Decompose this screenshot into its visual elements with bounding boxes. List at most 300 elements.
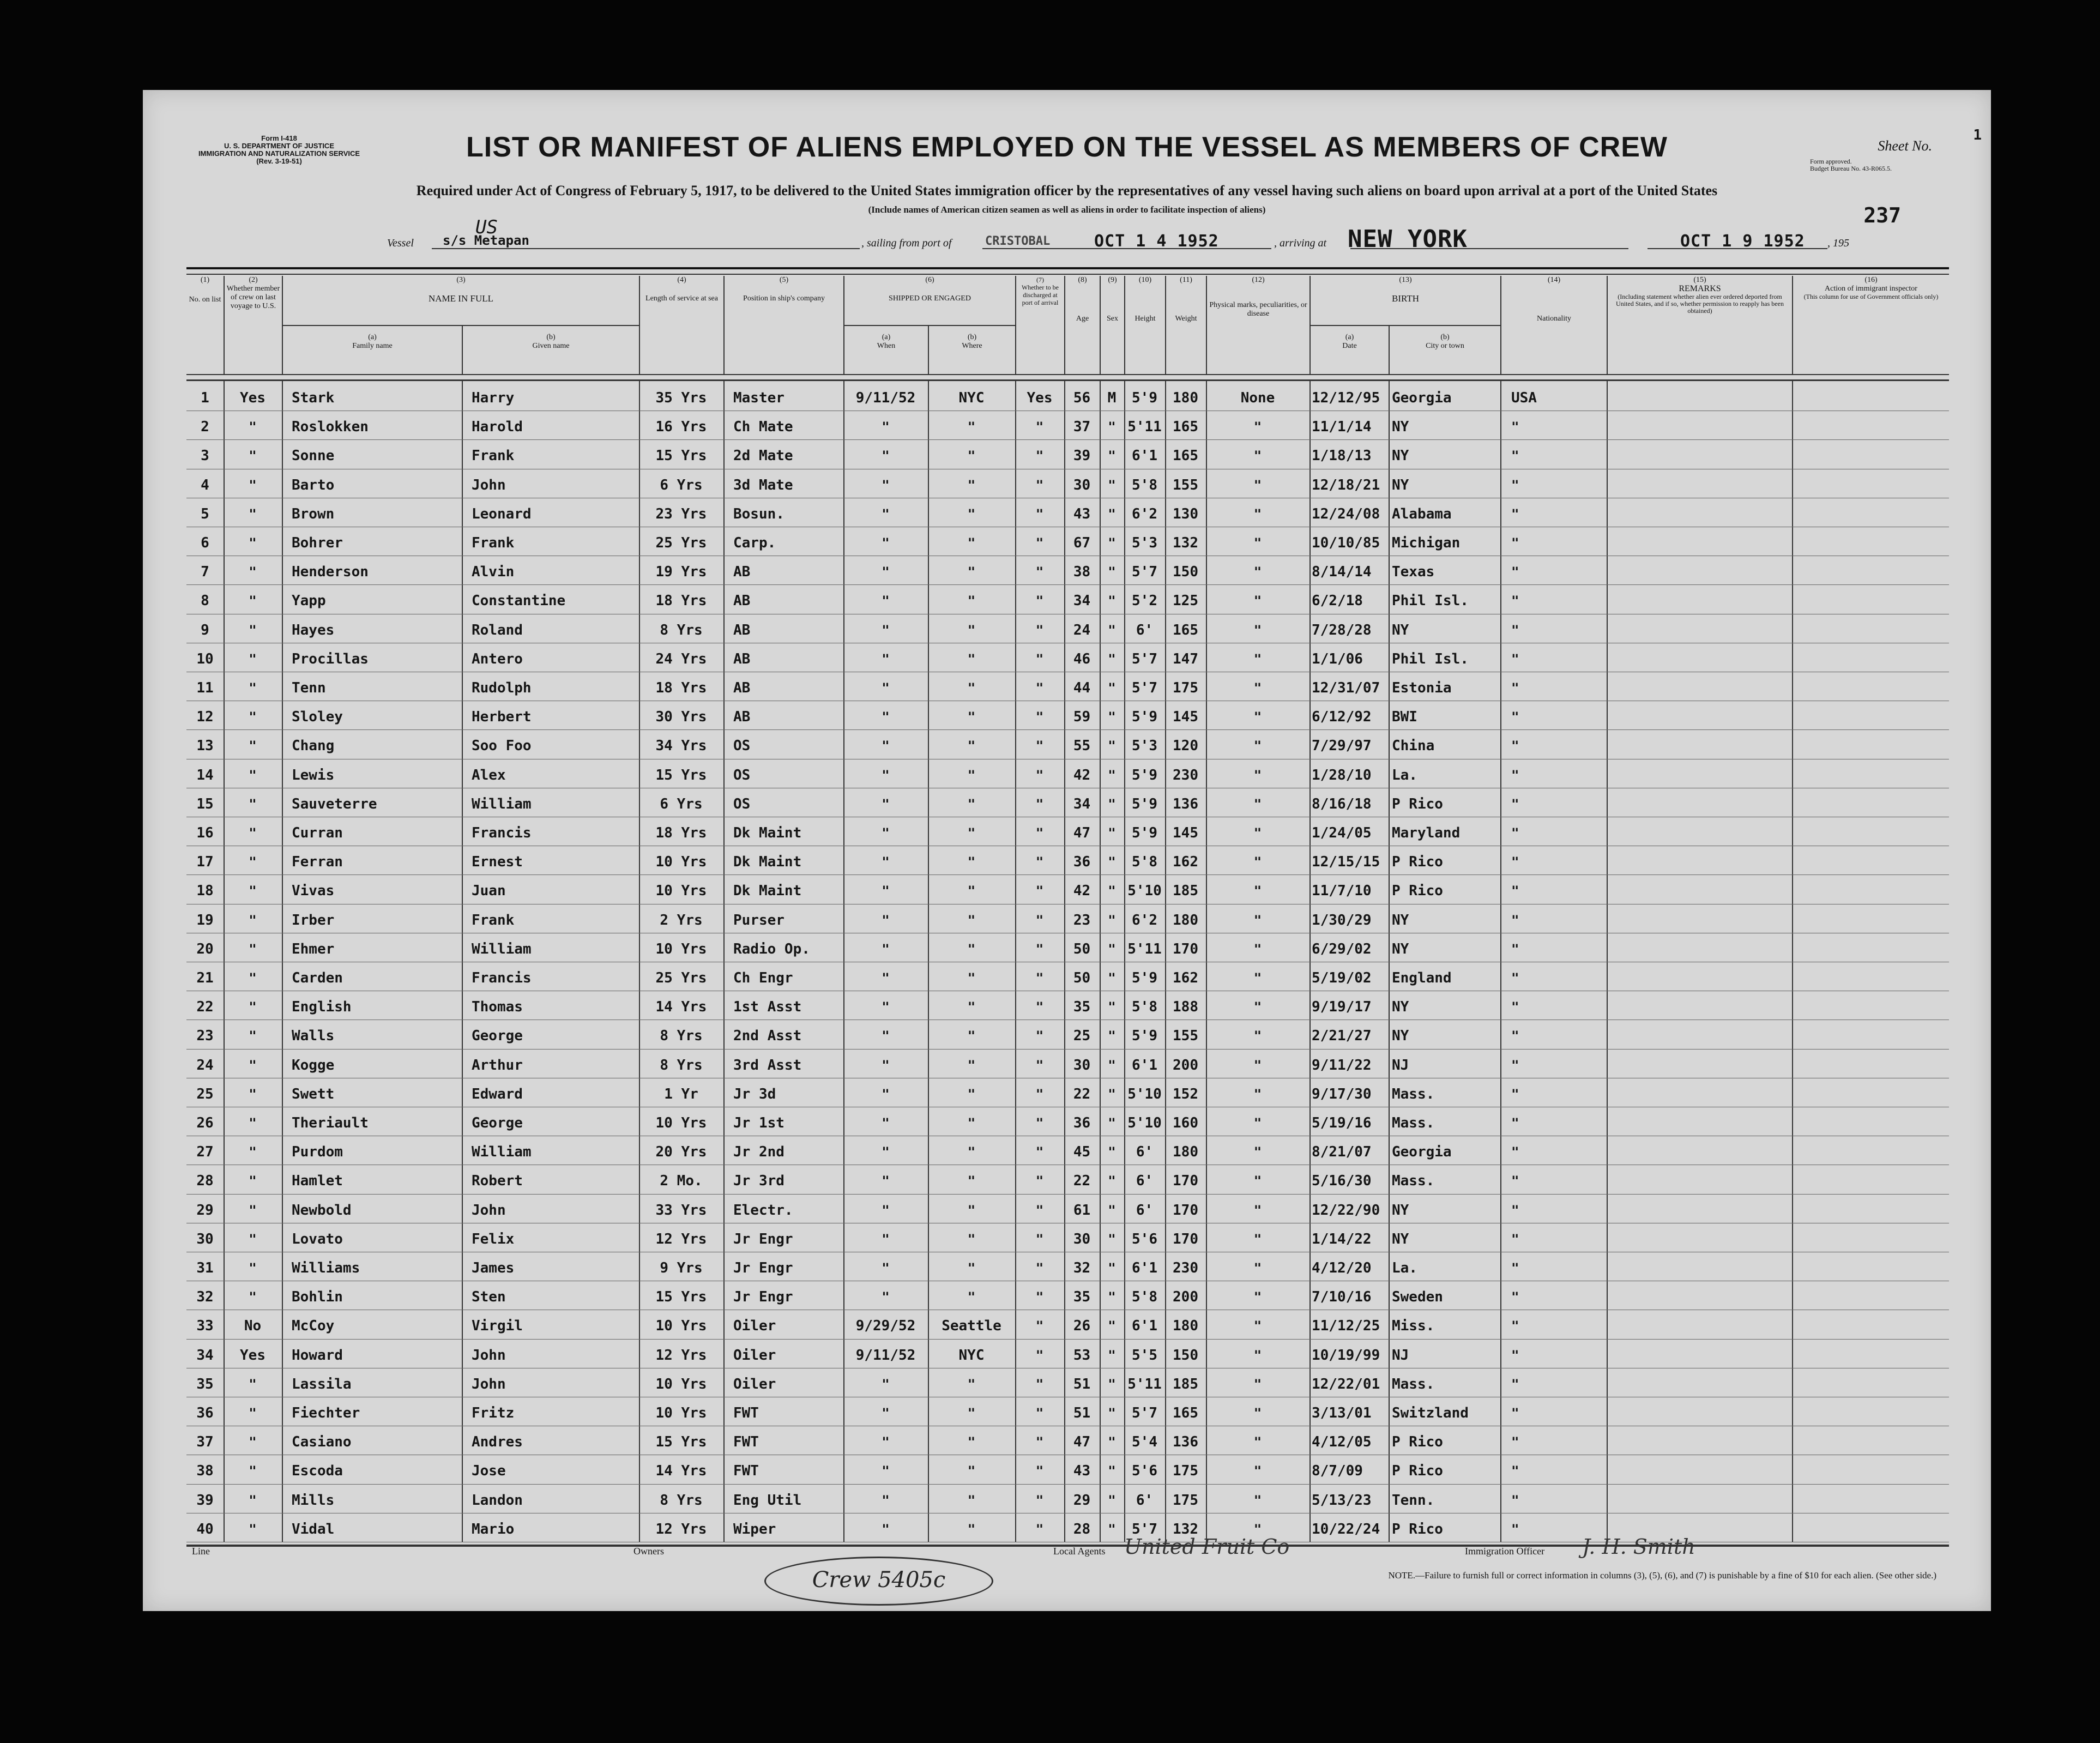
discharged-cell: " [1035, 738, 1044, 754]
birth-date-cell: 8/21/07 [1312, 1144, 1372, 1161]
birth-city-cell: NY [1392, 448, 1409, 465]
physical-marks-cell: " [1253, 651, 1262, 667]
weight-cell: 200 [1173, 1289, 1198, 1306]
shipped-where-cell: " [967, 1173, 976, 1189]
birth-date-cell: 12/24/08 [1312, 505, 1380, 522]
row-number: 6 [201, 535, 209, 551]
service-length-cell: 12 Yrs [655, 1521, 707, 1537]
service-length-cell: 8 Yrs [660, 622, 703, 638]
age-cell: 55 [1073, 738, 1091, 755]
physical-marks-cell: " [1253, 1347, 1262, 1363]
weight-cell: 170 [1173, 1173, 1198, 1190]
nationality-cell: " [1511, 1086, 1519, 1102]
row-number: 26 [196, 1115, 214, 1131]
sex-cell: " [1108, 1231, 1116, 1247]
header-nationality [1500, 276, 1607, 374]
discharged-cell: " [1035, 854, 1044, 870]
owners-label: Owners [633, 1546, 664, 1557]
last-voyage-cell: " [249, 825, 257, 841]
service-name: IMMIGRATION AND NATURALIZATION SERVICE [198, 149, 360, 158]
age-cell: 56 [1073, 390, 1091, 406]
age-cell: 32 [1073, 1260, 1091, 1276]
sex-cell: " [1108, 1492, 1116, 1508]
position-cell: AB [733, 593, 751, 610]
last-voyage-cell: " [249, 1231, 257, 1247]
last-voyage-cell: " [249, 1492, 257, 1508]
sex-cell: " [1108, 1463, 1116, 1479]
weight-cell: 170 [1173, 1202, 1198, 1219]
sex-cell: " [1108, 1144, 1116, 1160]
row-number: 35 [196, 1376, 214, 1392]
header-sub: (This column for use of Government officials only) [1803, 293, 1939, 300]
shipped-where-cell: " [967, 709, 976, 725]
last-voyage-cell: " [249, 1521, 257, 1537]
header-label: REMARKS [1679, 284, 1721, 293]
service-length-cell: 20 Yrs [655, 1144, 707, 1161]
header-label: Length of service at sea [645, 294, 718, 303]
discharged-cell: " [1035, 883, 1044, 899]
birth-date-cell: 6/12/92 [1312, 709, 1372, 726]
shipped-where-cell: " [967, 912, 976, 928]
header-service-length [639, 276, 723, 374]
birth-city-cell: Sweden [1392, 1289, 1443, 1306]
header-num: (2) [249, 276, 258, 284]
age-cell: 51 [1073, 1405, 1091, 1421]
family-name-cell: Casiano [292, 1434, 352, 1451]
row-number: 32 [196, 1289, 214, 1306]
height-cell: 6' [1136, 1492, 1154, 1509]
shipped-when-cell: " [882, 1492, 890, 1508]
physical-marks-cell: " [1253, 854, 1262, 870]
family-name-cell: Hayes [292, 622, 335, 638]
shipped-where-cell: " [967, 854, 976, 870]
given-name-cell: Rudolph [472, 680, 532, 696]
position-cell: Purser [733, 912, 785, 928]
position-cell: Jr 3d [733, 1085, 776, 1102]
header-no [186, 276, 224, 374]
height-cell: 5'8 [1132, 854, 1157, 871]
sex-cell: " [1108, 738, 1116, 754]
family-name-cell: Roslokken [292, 419, 369, 436]
vessel-annotation: US [475, 216, 498, 238]
weight-cell: 125 [1173, 593, 1198, 610]
family-name-cell: Howard [292, 1347, 343, 1364]
discharged-cell: " [1035, 912, 1044, 928]
table-row [186, 527, 1949, 556]
discharged-cell: " [1035, 1260, 1044, 1276]
physical-marks-cell: None [1240, 390, 1275, 406]
header-age [1064, 276, 1100, 374]
shipped-where-cell: " [967, 1028, 976, 1044]
birth-date-cell: 11/1/14 [1312, 419, 1372, 436]
position-cell: AB [733, 650, 751, 667]
given-name-cell: Soo Foo [472, 738, 532, 755]
header-label: No. on list [189, 295, 221, 304]
last-voyage-cell: " [249, 883, 257, 899]
header-num: (9) [1108, 276, 1117, 284]
service-length-cell: 10 Yrs [655, 883, 707, 900]
birth-date-cell: 10/10/85 [1312, 535, 1380, 551]
row-number: 8 [201, 593, 209, 610]
nationality-cell: " [1511, 999, 1519, 1015]
shipped-when-cell: " [882, 1086, 890, 1102]
table-row [186, 643, 1949, 672]
height-cell: 6' [1136, 1173, 1154, 1190]
height-cell: 5'10 [1127, 1115, 1162, 1131]
discharged-cell: " [1035, 680, 1044, 696]
height-cell: 5'5 [1132, 1347, 1157, 1364]
header-label: BIRTH [1392, 293, 1419, 304]
physical-marks-cell: " [1253, 1434, 1262, 1450]
nationality-cell: USA [1511, 390, 1537, 406]
row-number: 23 [196, 1028, 214, 1045]
sex-cell: " [1108, 1318, 1116, 1334]
given-name-cell: William [472, 795, 532, 812]
nationality-cell: " [1511, 970, 1519, 986]
given-name-cell: Mario [472, 1521, 515, 1537]
birth-city-cell: Mass. [1392, 1115, 1435, 1131]
height-cell: 5'11 [1127, 1376, 1162, 1392]
given-name-cell: Antero [472, 650, 523, 667]
shipped-where-cell: " [967, 1144, 976, 1160]
row-number: 15 [196, 795, 214, 812]
table-row [186, 1136, 1949, 1165]
weight-cell: 130 [1173, 505, 1198, 522]
header-sub: (Including statement whether alien ever ordered deported from United States, and if so, whether permission to reapply has been obtained) [1616, 293, 1784, 315]
sheet-number [1878, 127, 1982, 154]
age-cell: 29 [1073, 1492, 1091, 1509]
birth-date-cell: 5/19/02 [1312, 970, 1372, 986]
header-num: (12) [1252, 276, 1265, 284]
row-number: 24 [196, 1057, 214, 1073]
sex-cell: " [1108, 1028, 1116, 1044]
header-inspector-action [1792, 276, 1949, 374]
service-length-cell: 19 Yrs [655, 564, 707, 581]
position-cell: 1st Asst [733, 999, 802, 1016]
shipped-when-cell: " [882, 680, 890, 696]
nationality-cell: " [1511, 1289, 1519, 1305]
row-number: 27 [196, 1144, 214, 1161]
service-length-cell: 25 Yrs [655, 970, 707, 986]
weight-cell: 170 [1173, 1231, 1198, 1247]
given-name-cell: Francis [472, 970, 532, 986]
table-row [186, 1050, 1949, 1078]
last-voyage-cell: " [249, 767, 257, 783]
header-num: (7) [1036, 276, 1044, 284]
birth-date-cell: 3/13/01 [1312, 1405, 1372, 1421]
header-sex [1100, 276, 1124, 374]
shipped-when-cell: " [882, 709, 890, 725]
weight-cell: 162 [1173, 970, 1198, 986]
shipped-when-cell: " [882, 622, 890, 638]
age-cell: 67 [1073, 535, 1091, 551]
nationality-cell: " [1511, 1376, 1519, 1392]
sex-cell: " [1108, 1521, 1116, 1537]
physical-marks-cell: " [1253, 622, 1262, 638]
header-birth-date [1310, 325, 1389, 374]
shipped-where-cell: " [967, 564, 976, 580]
birth-city-cell: La. [1392, 767, 1417, 783]
family-name-cell: Lassila [292, 1376, 352, 1392]
row-number: 39 [196, 1492, 214, 1509]
given-name-cell: Landon [472, 1492, 523, 1509]
header-label: NAME IN FULL [429, 293, 493, 304]
weight-cell: 162 [1173, 854, 1198, 871]
weight-cell: 165 [1173, 419, 1198, 436]
given-name-cell: Arthur [472, 1057, 523, 1073]
discharged-cell: " [1035, 564, 1044, 580]
last-voyage-cell: " [249, 622, 257, 638]
row-number: 5 [201, 505, 209, 522]
given-name-cell: Herbert [472, 709, 532, 726]
birth-date-cell: 9/19/17 [1312, 999, 1372, 1016]
nationality-cell: " [1511, 1318, 1519, 1334]
position-cell: Electr. [733, 1202, 793, 1219]
service-length-cell: 8 Yrs [660, 1028, 703, 1045]
height-cell: 6' [1136, 1202, 1154, 1219]
age-cell: 61 [1073, 1202, 1091, 1219]
header-last-voyage [224, 276, 282, 374]
discharged-cell: " [1035, 941, 1044, 957]
height-cell: 6'2 [1132, 505, 1157, 522]
nationality-cell: " [1511, 564, 1519, 580]
sex-cell: " [1108, 796, 1116, 812]
age-cell: 50 [1073, 940, 1091, 957]
nationality-cell: " [1511, 1028, 1519, 1044]
position-cell: 2d Mate [733, 448, 793, 465]
height-cell: 5'8 [1132, 477, 1157, 493]
table-row [186, 846, 1949, 875]
given-name-cell: Constantine [472, 593, 566, 610]
shipped-when-cell: " [882, 970, 890, 986]
nationality-cell: " [1511, 941, 1519, 957]
table-row [186, 1426, 1949, 1455]
position-cell: Dk Maint [733, 883, 802, 900]
height-cell: 5'11 [1127, 940, 1162, 957]
physical-marks-cell: " [1253, 1144, 1262, 1160]
table-row [186, 440, 1949, 469]
position-cell: OS [733, 795, 751, 812]
birth-date-cell: 11/12/25 [1312, 1318, 1380, 1335]
birth-city-cell: NY [1392, 622, 1409, 638]
row-number: 25 [196, 1085, 214, 1102]
discharged-cell: " [1035, 1231, 1044, 1247]
row-number: 18 [196, 883, 214, 900]
last-voyage-cell: No [244, 1318, 262, 1335]
weight-cell: 175 [1173, 1463, 1198, 1480]
row-number: 17 [196, 854, 214, 871]
service-length-cell: 14 Yrs [655, 1463, 707, 1480]
officer-label: Immigration Officer [1465, 1546, 1545, 1557]
physical-marks-cell: " [1253, 564, 1262, 580]
birth-date-cell: 1/30/29 [1312, 912, 1372, 928]
shipped-when-cell: 9/29/52 [855, 1318, 916, 1335]
height-cell: 6'1 [1132, 448, 1157, 465]
sex-cell: " [1108, 1057, 1116, 1073]
table-row [186, 933, 1949, 962]
discharged-cell: " [1035, 970, 1044, 986]
family-name-cell: Chang [292, 738, 335, 755]
discharged-cell: " [1035, 1406, 1044, 1421]
given-name-cell: John [472, 1202, 506, 1219]
table-row [186, 1078, 1949, 1107]
sex-cell: " [1108, 564, 1116, 580]
family-name-cell: Newbold [292, 1202, 352, 1219]
weight-cell: 155 [1173, 477, 1198, 493]
sex-cell: " [1108, 680, 1116, 696]
age-cell: 46 [1073, 650, 1091, 667]
position-cell: Jr Engr [733, 1231, 793, 1247]
birth-city-cell: Georgia [1392, 390, 1452, 406]
given-name-cell: Roland [472, 622, 523, 638]
nationality-cell: " [1511, 448, 1519, 464]
age-cell: 25 [1073, 1028, 1091, 1045]
header-num: (13) [1399, 276, 1412, 284]
shipped-when-cell: " [882, 564, 890, 580]
birth-date-cell: 5/19/16 [1312, 1115, 1372, 1131]
given-name-cell: William [472, 940, 532, 957]
service-length-cell: 15 Yrs [655, 1434, 707, 1451]
service-length-cell: 10 Yrs [655, 1115, 707, 1131]
age-cell: 43 [1073, 1463, 1091, 1480]
physical-marks-cell: " [1253, 593, 1262, 609]
birth-city-cell: Georgia [1392, 1144, 1452, 1161]
table-row [186, 1252, 1949, 1281]
weight-cell: 160 [1173, 1115, 1198, 1131]
nationality-cell: " [1511, 796, 1519, 812]
physical-marks-cell: " [1253, 767, 1262, 783]
sheet-label: Sheet No. [1878, 138, 1932, 154]
family-name-cell: Sonne [292, 448, 335, 465]
birth-date-cell: 4/12/05 [1312, 1434, 1372, 1451]
header-shipped-when [843, 325, 928, 374]
sex-cell: " [1108, 1347, 1116, 1363]
service-length-cell: 10 Yrs [655, 940, 707, 957]
height-cell: 5'9 [1132, 795, 1157, 812]
physical-marks-cell: " [1253, 883, 1262, 899]
shipped-where-cell: " [967, 1289, 976, 1305]
physical-marks-cell: " [1253, 941, 1262, 957]
weight-cell: 155 [1173, 1028, 1198, 1045]
physical-marks-cell: " [1253, 1260, 1262, 1276]
weight-cell: 185 [1173, 1376, 1198, 1392]
table-row [186, 1165, 1949, 1194]
shipped-where-cell: " [967, 1434, 976, 1450]
birth-date-cell: 1/28/10 [1312, 767, 1372, 783]
position-cell: Dk Maint [733, 825, 802, 841]
nationality-cell: " [1511, 419, 1519, 435]
physical-marks-cell: " [1253, 1057, 1262, 1073]
table-row [186, 1107, 1949, 1136]
service-length-cell: 16 Yrs [655, 419, 707, 436]
age-cell: 30 [1073, 477, 1091, 493]
last-voyage-cell: " [249, 912, 257, 928]
shipped-when-cell: " [882, 1144, 890, 1160]
sex-cell: " [1108, 1289, 1116, 1305]
age-cell: 42 [1073, 883, 1091, 900]
age-cell: 39 [1073, 448, 1091, 465]
position-cell: Radio Op. [733, 940, 810, 957]
service-length-cell: 33 Yrs [655, 1202, 707, 1219]
sheet-value: 1 [1973, 127, 1982, 143]
given-name-cell: John [472, 1347, 506, 1364]
discharged-cell: " [1035, 709, 1044, 725]
birth-date-cell: 1/18/13 [1312, 448, 1372, 465]
position-cell: 2nd Asst [733, 1028, 802, 1045]
service-length-cell: 24 Yrs [655, 650, 707, 667]
physical-marks-cell: " [1253, 1406, 1262, 1421]
shipped-when-cell: " [882, 448, 890, 464]
birth-date-cell: 6/2/18 [1312, 593, 1363, 610]
service-length-cell: 1 Yr [664, 1085, 698, 1102]
given-name-cell: Andres [472, 1434, 523, 1451]
shipped-when-cell: " [882, 1057, 890, 1073]
height-cell: 6'1 [1132, 1318, 1157, 1335]
service-length-cell: 2 Mo. [660, 1173, 703, 1190]
shipped-when-cell: " [882, 506, 890, 522]
birth-city-cell: NJ [1392, 1057, 1409, 1073]
birth-date-cell: 8/16/18 [1312, 795, 1372, 812]
birth-date-cell: 1/24/05 [1312, 825, 1372, 841]
header-num: (14) [1547, 276, 1561, 284]
given-name-cell: Frank [472, 448, 515, 465]
row-number: 40 [196, 1521, 214, 1537]
discharged-cell: " [1035, 1434, 1044, 1450]
last-voyage-cell: " [249, 796, 257, 812]
family-name-cell: Theriault [292, 1115, 369, 1131]
birth-city-cell: Maryland [1392, 825, 1461, 841]
height-cell: 5'3 [1132, 738, 1157, 755]
officer-signature: J. H. Smith [1582, 1535, 1695, 1559]
table-row [186, 585, 1949, 614]
table-row [186, 1397, 1949, 1426]
header-shipped-where [928, 325, 1015, 374]
position-cell: AB [733, 680, 751, 696]
nationality-cell: " [1511, 767, 1519, 783]
service-length-cell: 10 Yrs [655, 1405, 707, 1421]
family-name-cell: Sloley [292, 709, 343, 726]
physical-marks-cell: " [1253, 970, 1262, 986]
row-number: 37 [196, 1434, 214, 1451]
service-length-cell: 10 Yrs [655, 1318, 707, 1335]
arriving-port: NEW YORK [1348, 225, 1468, 253]
shipped-when-cell: 9/11/52 [855, 390, 916, 406]
table-row [186, 556, 1949, 585]
family-name-cell: Brown [292, 505, 335, 522]
shipped-where-cell: " [967, 1115, 976, 1131]
sex-cell: " [1108, 1202, 1116, 1218]
table-row [186, 1020, 1949, 1049]
vessel-name: s/s Metapan [443, 233, 529, 248]
last-voyage-cell: " [249, 1057, 257, 1073]
last-voyage-cell: Yes [240, 390, 265, 406]
nationality-cell: " [1511, 854, 1519, 870]
shipped-where-cell: " [967, 622, 976, 638]
header-num: (b) [967, 333, 977, 341]
last-voyage-cell: " [249, 1260, 257, 1276]
nationality-cell: " [1511, 506, 1519, 522]
nationality-cell: " [1511, 1463, 1519, 1479]
shipped-where-cell: " [967, 883, 976, 899]
position-cell: FWT [733, 1434, 759, 1451]
physical-marks-cell: " [1253, 1086, 1262, 1102]
birth-city-cell: China [1392, 738, 1435, 755]
row-number: 4 [201, 477, 209, 493]
weight-cell: 180 [1173, 390, 1198, 406]
header-num: (6) [925, 276, 934, 284]
arrival-date-stamp: OCT 1 9 1952 [1680, 232, 1805, 251]
position-cell: AB [733, 564, 751, 581]
